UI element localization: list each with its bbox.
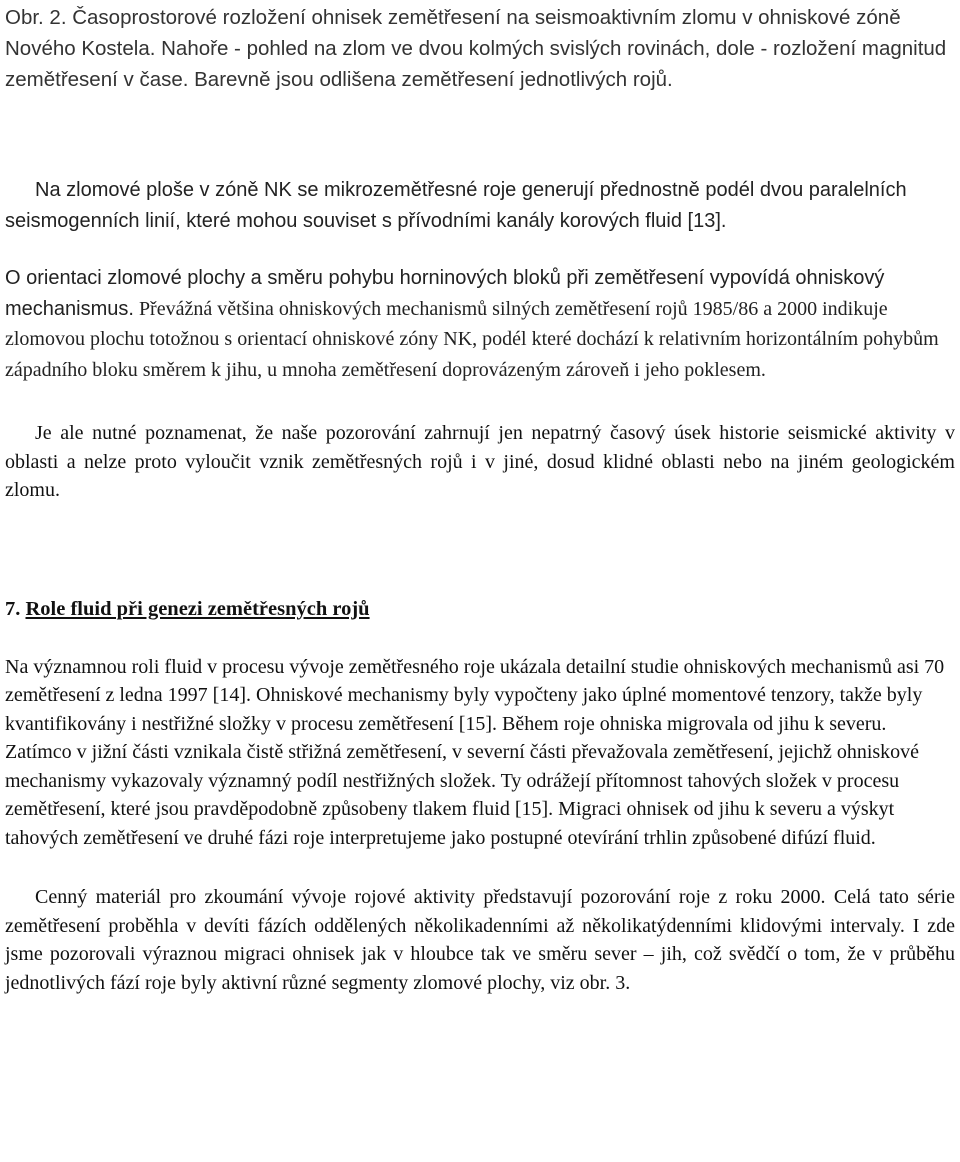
- paragraph-fault-lines: Na zlomové ploše v zóně NK se mikrozemětřesné roje generují přednostně podél dvou paralelních seismogenních linií, které mohou souviset s přívodními kanály korových fluid [13].: [5, 179, 907, 232]
- section-title: Role fluid při genezi zemětřesných rojů: [25, 597, 370, 620]
- paragraph-focal-mechanism-body: Převážná většina ohniskových mechanismů silných zemětřesení rojů 1985/86 a 2000 indikuje zlomovou plochu totožnou s orientací ohniskové zóny NK, podél které dochází k relativním horizontálním pohybům západního bloku směrem k jihu, u mnoha zemětřesení doprovázeným zároveň i jeho poklesem.: [5, 297, 939, 381]
- section-heading: [5, 595, 955, 623]
- paragraph-observation-note: Je ale nutné poznamenat, že naše pozorování zahrnují jen nepatrný časový úsek historie seismické aktivity v oblasti a nelze proto vyloučit vznik zemětřesných rojů i v jiné, dosud klidné oblasti nebo na jiném geologickém zlomu.: [5, 422, 955, 501]
- section-number: 7.: [5, 597, 26, 620]
- figure-caption: Obr. 2. Časoprostorové rozložení ohnisek zemětřesení na seismoaktivním zlomu v ohniskové zóně Nového Kostela. Nahoře - pohled na zlom ve dvou kolmých svislých rovinách, dole - rozložení magnitud zemětřesení v čase. Barevně jsou odlišena zemětřesení jednotlivých rojů.: [5, 6, 947, 91]
- paragraph-focal-mechanism: [5, 263, 955, 385]
- paragraph-fluid-role: Na významnou roli fluid v procesu vývoje zemětřesného roje ukázala detailní studie ohniskových mechanismů asi 70 zemětřesení z ledna 1997 [14]. Ohniskové mechanismy byly vypočteny jako úplné momentové tenzory, takže byly kvantifikovány i nestřižné složky v procesu zemětřesení [15]. Během roje ohniska migrovala od jihu k severu. Zatímco v jižní části vznikala čistě střižná zemětřesení, v severní části převažovala zemětřesení, jejichž ohniskové mechanismy vykazovaly významný podíl nestřižných složek. Ty odrážejí přítomnost tahových složek v procesu zemětřesení, které jsou pravděpodobně způsobeny tlakem fluid [15]. Migraci ohnisek od jihu k severu a výskyt tahových zemětřesení ve druhé fázi roje interpretujeme jako postupné otevírání trhlin způsobené difúzí fluid.: [5, 655, 945, 849]
- paragraph-swarm-2000: Cenný materiál pro zkoumání vývoje rojové aktivity představují pozorování roje z roku 2000. Celá tato série zemětřesení proběhla v devíti fázích oddělených několikadenními až několikatýdenními klidovými intervaly. I zde jsme pozorovali výraznou migraci ohnisek jak v hloubce tak ve směru sever – jih, což svědčí o tom, že v průběhu jednotlivých fází roje byly aktivní různé segmenty zlomové plochy, viz obr. 3.: [5, 886, 955, 994]
- document-page: [5, 0, 955, 997]
- paragraph-focal-mechanism-lead: O orientaci zlomové plochy a směru pohybu horninových bloků při zemětřesení vypovídá ohniskový mechanismus.: [5, 267, 885, 320]
